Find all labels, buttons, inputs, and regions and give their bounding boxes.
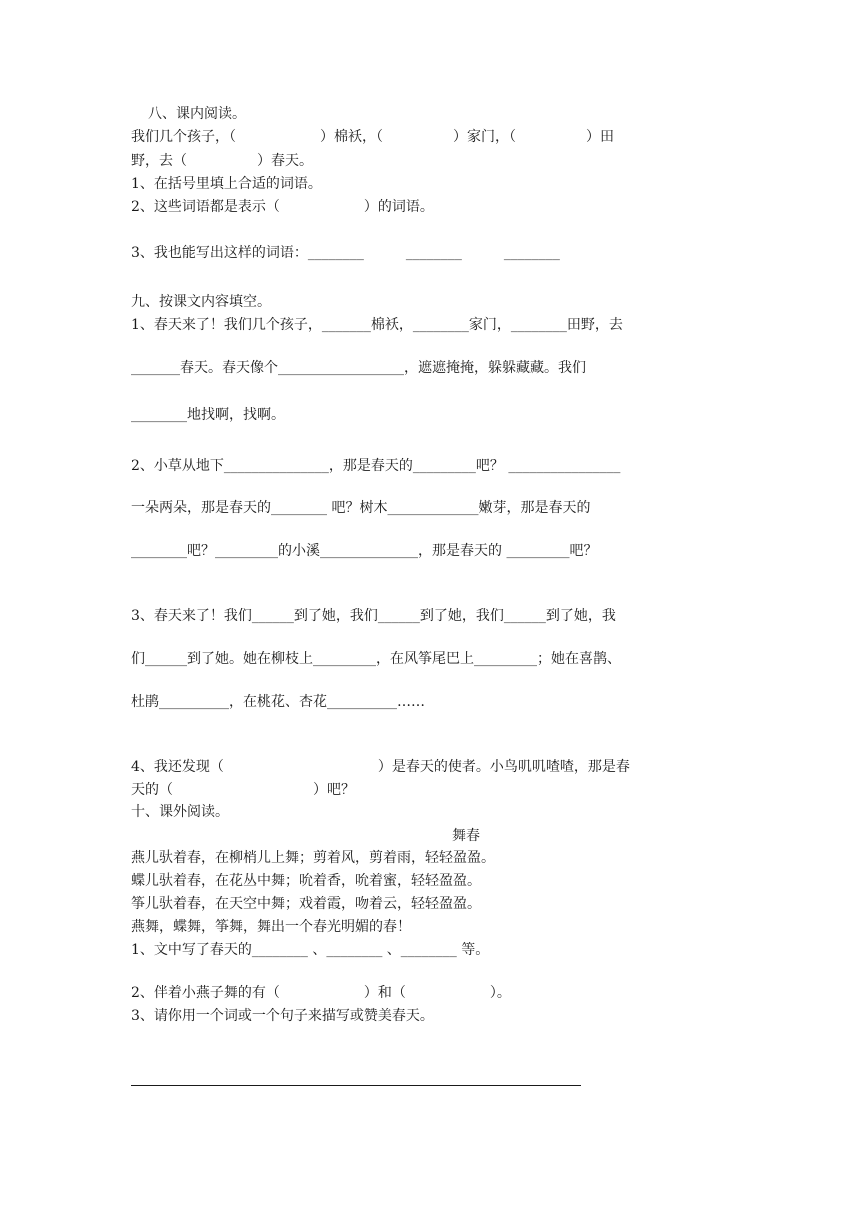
section8-passage-line-2: 野，去（ ）春天。 [131,153,313,169]
section9-q3-line-2: 们______到了她。她在柳枝上_________，在风筝尾巴上_________；她在喜鹊、 [131,651,621,667]
section8-question-3: 3、我也能写出这样的词语：________ ________ ________ [131,245,560,261]
section9-q2-line-3: ________吧？_________的小溪______________，那是春天的 _________吧？ [131,543,598,559]
poem-line-1: 燕儿驮着春，在柳梢儿上舞；剪着风，剪着雨，轻轻盈盈。 [131,850,495,866]
poem-title: 舞春 [452,828,480,844]
poem-line-4: 燕舞，蝶舞，筝舞，舞出一个春光明媚的春！ [131,919,411,935]
section9-q1-line-1: 1、春天来了！我们几个孩子，_______棉袄，________家门，________田野，去 [131,317,623,333]
section8-question-2: 2、这些词语都是表示（ ）的词语。 [131,199,434,215]
section9-q4-line-1: 4、我还发现（ ）是春天的使者。小鸟叽叽喳喳，那是春 [131,759,630,775]
section9-q3-line-3: 杜鹃__________，在桃花、杏花__________…… [131,694,425,710]
section9-q2-line-1: 2、小草从地下_______________，那是春天的_________吧？ ________________ [131,458,621,474]
section9-q2-line-2: 一朵两朵，那是春天的________ 吧？树木_____________嫩芽，那是春天的 [131,500,591,516]
section9-q4-line-2: 天的（ ）吧？ [131,782,355,798]
section10-heading: 十、课外阅读。 [131,804,229,820]
section9-q1-line-3: ________地找啊，找啊。 [131,407,285,423]
section10-question-1: 1、文中写了春天的________ 、________ 、________ 等。 [131,942,490,958]
section10-question-3: 3、请你用一个词或一个句子来描写或赞美春天。 [131,1008,434,1024]
poem-line-3: 筝儿驮着春，在天空中舞；戏着霞，吻着云，轻轻盈盈。 [131,896,481,912]
section8-question-1: 1、在括号里填上合适的词语。 [131,176,322,192]
section9-q1-line-2: _______春天。春天像个__________________，遮遮掩掩，躲躲藏藏。我们 [131,360,586,376]
section9-q3-line-1: 3、春天来了！我们______到了她，我们______到了她，我们______到了她，我 [131,608,616,624]
answer-line [131,1085,581,1086]
poem-line-2: 蝶儿驮着春，在花丛中舞；吮着香，吮着蜜，轻轻盈盈。 [131,873,481,889]
section9-heading: 九、按课文内容填空。 [131,294,271,310]
section8-passage-line-1: 我们几个孩子，（ ）棉袄，（ ）家门，（ ）田 [131,129,614,145]
section8-heading: 八、课内阅读。 [148,106,246,122]
section10-question-2: 2、伴着小燕子舞的有（ ）和（ ）。 [131,985,511,1001]
